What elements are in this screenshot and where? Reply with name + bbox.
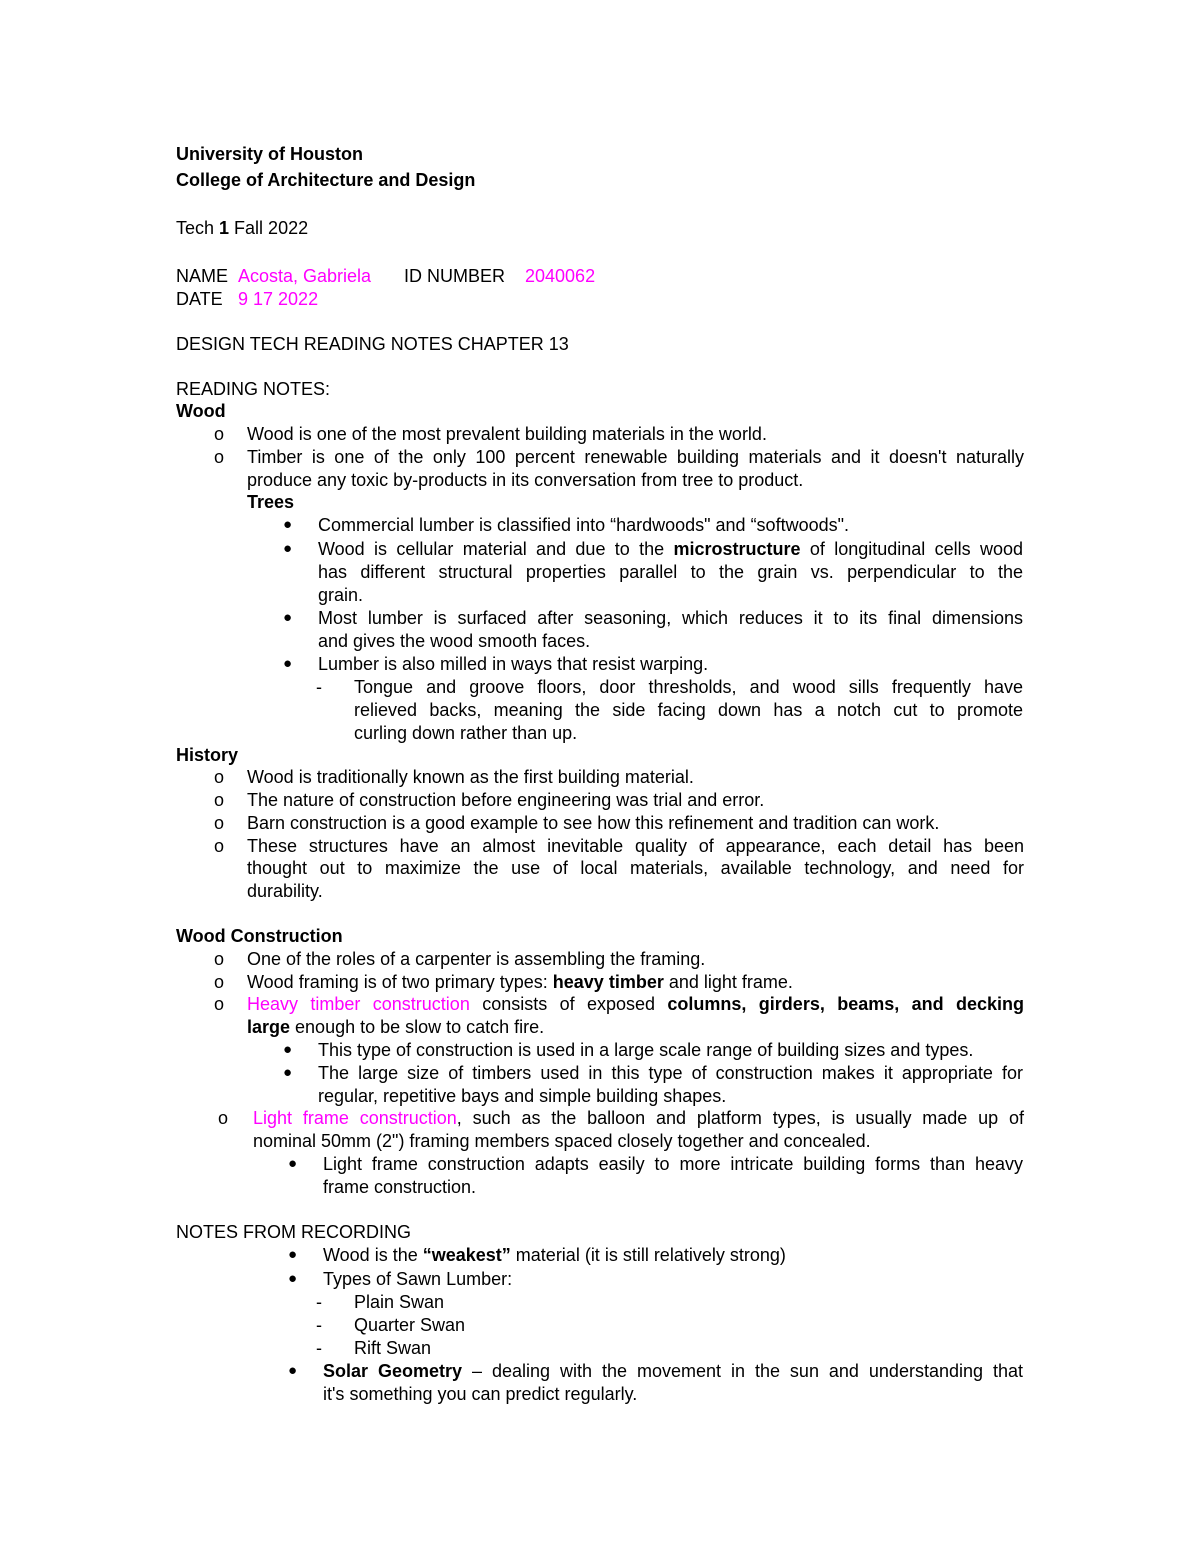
trees-note-1: Commercial lumber is classified into “hardwoods" and “softwoods". [318, 515, 849, 535]
recording-note-1-bold: “weakest” [422, 1245, 511, 1265]
light-frame-note-line-1: Light frame construction adapts easily to more intricate building forms than heavy [323, 1154, 1023, 1174]
recording-note-3-line-1 [323, 1360, 1023, 1382]
circle-marker: o [218, 1108, 229, 1128]
solar-geometry-term: Solar Geometry [323, 1361, 463, 1381]
trees-note-3-line-2: and gives the wood smooth faces. [318, 631, 591, 651]
construction-note-3-line-1 [247, 993, 1024, 1015]
reading-notes-label: READING NOTES: [176, 379, 331, 399]
bullet-marker: ● [288, 1246, 298, 1263]
construction-note-2 [247, 971, 793, 993]
section-heading-recording: NOTES FROM RECORDING [176, 1222, 412, 1242]
wood-note-1: Wood is one of the most prevalent building materials in the world. [247, 424, 767, 444]
university-title: University of Houston [176, 144, 364, 164]
recording-note-1 [323, 1244, 786, 1266]
wood-note-2-line-2: produce any toxic by-products in its conversation from tree to product. [247, 470, 804, 490]
construction-note-3-line-2 [247, 1016, 544, 1038]
trees-note-4: Lumber is also milled in ways that resist warping. [318, 654, 709, 674]
recording-note-1-c: material (it is still relatively strong) [510, 1245, 786, 1265]
section-heading-wood: Wood [176, 401, 226, 421]
course-text-a: Tech [176, 218, 220, 238]
trees-subnote-line-3: curling down rather than up. [354, 723, 578, 743]
trees-note-2-line-1 [318, 538, 1023, 560]
construction-note-3-b: consists of exposed [469, 994, 668, 1014]
trees-subnote-line-1: Tongue and groove floors, door thresholds, and wood sills frequently have [354, 677, 1023, 697]
date-label: DATE [176, 289, 223, 309]
construction-note-1: One of the roles of a carpenter is assembling the framing. [247, 949, 706, 969]
recording-note-2: Types of Sawn Lumber: [323, 1269, 513, 1289]
dash-marker: - [316, 1292, 322, 1312]
section-heading-history: History [176, 745, 239, 765]
bullet-marker: ● [283, 516, 293, 533]
id-value: 2040062 [525, 266, 596, 286]
bullet-marker: ● [283, 540, 293, 557]
dash-marker: - [316, 1338, 322, 1358]
circle-marker: o [214, 447, 225, 467]
circle-marker: o [214, 813, 225, 833]
history-note-4-line-2: thought out to maximize the use of local materials, available technology, and need for [247, 858, 1024, 878]
course-text-c: Fall 2022 [229, 218, 309, 238]
circle-marker: o [214, 767, 225, 787]
history-note-4-line-1: These structures have an almost inevitable quality of appearance, each detail has been [247, 836, 1024, 856]
lumber-type-2: Quarter Swan [354, 1315, 466, 1335]
construction-note-3-bold: columns, girders, beams, and decking [667, 994, 1025, 1014]
light-frame-note-line-2: frame construction. [323, 1177, 477, 1197]
construction-note-4-line-2: nominal 50mm (2") framing members spaced closely together and concealed. [253, 1131, 871, 1151]
dash-marker: - [316, 677, 322, 697]
bullet-marker: ● [283, 609, 293, 626]
circle-marker: o [214, 790, 225, 810]
college-title: College of Architecture and Design [176, 170, 476, 190]
circle-marker: o [214, 949, 225, 969]
bullet-marker: ● [283, 1064, 293, 1081]
heavy-timber-note-2-line-2: regular, repetitive bays and simple building shapes. [318, 1086, 727, 1106]
bullet-marker: ● [288, 1362, 298, 1379]
construction-note-3-rest: enough to be slow to catch fire. [290, 1017, 545, 1037]
document-title: DESIGN TECH READING NOTES CHAPTER 13 [176, 334, 569, 354]
id-label: ID NUMBER [404, 266, 506, 286]
name-label: NAME [176, 266, 229, 286]
light-frame-highlight: Light frame construction [253, 1108, 457, 1128]
construction-note-4-line-1 [253, 1107, 1024, 1129]
recording-note-3-b: – dealing with the movement in the sun and understanding that [462, 1361, 1023, 1381]
subheading-trees: Trees [247, 492, 295, 512]
history-note-3: Barn construction is a good example to see how this refinement and tradition can work. [247, 813, 940, 833]
circle-marker: o [214, 994, 225, 1014]
recording-note-1-a: Wood is the [323, 1245, 423, 1265]
bullet-marker: ● [283, 655, 293, 672]
bullet-marker: ● [283, 1041, 293, 1058]
bullet-marker: ● [288, 1270, 298, 1287]
name-value: Acosta, Gabriela [238, 266, 372, 286]
construction-note-3-large: large [247, 1017, 291, 1037]
heavy-timber-highlight: Heavy timber construction [247, 994, 470, 1014]
recording-note-3-line-2: it's something you can predict regularly. [323, 1384, 638, 1404]
dash-marker: - [316, 1315, 322, 1335]
history-note-1: Wood is traditionally known as the first building material. [247, 767, 694, 787]
trees-note-2-c: of longitudinal cells wood [800, 539, 1023, 559]
history-note-2: The nature of construction before engineering was trial and error. [247, 790, 765, 810]
construction-note-2-bold: heavy timber [552, 972, 664, 992]
circle-marker: o [214, 836, 225, 856]
trees-subnote-line-2: relieved backs, meaning the side facing down has a notch cut to promote [354, 700, 1023, 720]
trees-note-2-line-3: grain. [318, 585, 364, 605]
wood-note-2-line-1: Timber is one of the only 100 percent renewable building materials and it doesn't naturally [247, 447, 1024, 467]
section-heading-wood-construction: Wood Construction [176, 926, 343, 946]
lumber-type-1: Plain Swan [354, 1292, 445, 1312]
course-text-b: 1 [219, 218, 230, 238]
heavy-timber-note-1: This type of construction is used in a large scale range of building sizes and types. [318, 1040, 974, 1060]
date-value: 9 17 2022 [238, 289, 319, 309]
trees-note-2-a: Wood is cellular material and due to the [318, 539, 674, 559]
course-line [176, 217, 308, 239]
trees-note-3-line-1: Most lumber is surfaced after seasoning, which reduces it to its final dimensions [318, 608, 1023, 628]
construction-note-2-c: and light frame. [663, 972, 793, 992]
history-note-4-line-3: durability. [247, 881, 323, 901]
bullet-marker: ● [288, 1155, 298, 1172]
trees-note-2-line-2: has different structural properties parallel to the grain vs. perpendicular to the [318, 562, 1023, 582]
construction-note-4-b: , such as the balloon and platform types, is usually made up of [456, 1108, 1025, 1128]
circle-marker: o [214, 972, 225, 992]
trees-note-2-bold: microstructure [673, 539, 801, 559]
heavy-timber-note-2-line-1: The large size of timbers used in this type of construction makes it appropriate for [318, 1063, 1023, 1083]
circle-marker: o [214, 424, 225, 444]
lumber-type-3: Rift Swan [354, 1338, 432, 1358]
construction-note-2-a: Wood framing is of two primary types: [247, 972, 553, 992]
